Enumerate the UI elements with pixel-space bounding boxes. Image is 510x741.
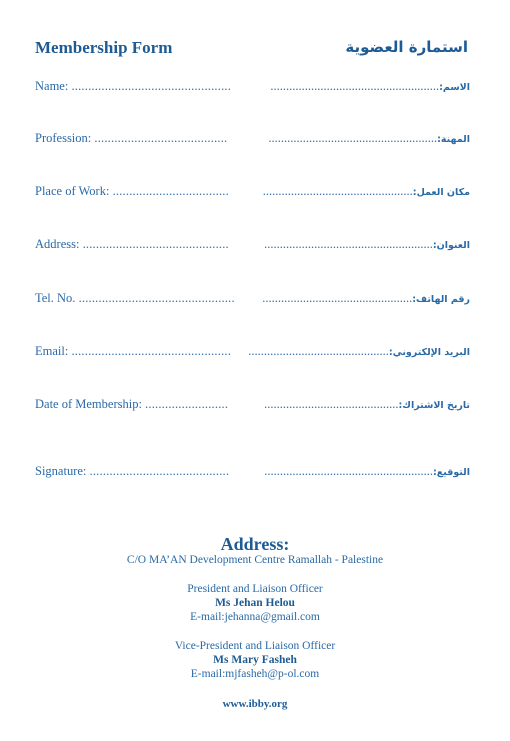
field-signature-ar[interactable] — [264, 464, 470, 479]
address-heading: Address: — [220, 534, 290, 554]
field-email-ar[interactable] — [248, 344, 470, 359]
field-label: المهنة: — [437, 134, 470, 145]
vp-email[interactable]: E-mail:mjfasheh@p-ol.com — [190, 668, 320, 680]
vp-name: Ms Mary Fasheh — [213, 654, 297, 666]
form-title-ar: استمارة العضوية — [345, 38, 468, 56]
field-blank: ........................................ — [94, 131, 228, 145]
field-place-of-work-ar[interactable] — [263, 184, 470, 199]
field-label: البريد الإلكتروني: — [388, 347, 470, 358]
field-address-ar[interactable] — [264, 237, 470, 252]
field-row-email — [0, 344, 510, 364]
field-label: العنوان: — [432, 240, 470, 251]
field-blank: ........................................... — [264, 397, 399, 411]
field-blank: ...................................................... — [264, 464, 433, 478]
field-label: مكان العمل: — [412, 187, 470, 198]
field-blank: ......................... — [145, 397, 229, 411]
field-date-of-membership-en[interactable] — [35, 397, 228, 412]
field-address-en[interactable] — [35, 237, 229, 252]
field-blank: ................................................ — [262, 291, 413, 305]
field-row-name — [0, 79, 510, 99]
field-row-signature — [0, 464, 510, 484]
field-tel-ar[interactable] — [262, 291, 470, 306]
field-blank: ................................................ — [71, 79, 232, 93]
president-role: President and Liaison Officer — [187, 583, 323, 595]
field-email-en[interactable] — [35, 344, 231, 359]
field-label: Address: — [35, 237, 80, 251]
field-row-profession — [0, 131, 510, 151]
field-blank: ................................................ — [262, 184, 413, 198]
field-blank: ................................... — [112, 184, 229, 198]
field-blank: ...................................................... — [268, 131, 438, 145]
field-name-ar[interactable] — [270, 79, 470, 94]
field-profession-en[interactable] — [35, 131, 227, 146]
field-blank: ............................................. — [248, 344, 389, 358]
field-label: Tel. No. — [35, 291, 76, 305]
field-date-of-membership-ar[interactable] — [264, 397, 470, 412]
field-label: Place of Work: — [35, 184, 110, 198]
field-label: الاسم: — [439, 82, 470, 93]
field-label: Name: — [35, 79, 69, 93]
president-email[interactable]: E-mail:jehanna@gmail.com — [190, 611, 320, 623]
field-row-place-of-work — [0, 184, 510, 204]
address-line: C/O MA’AN Development Centre Ramallah - Palestine — [126, 554, 384, 566]
field-blank: ...................................................... — [270, 79, 440, 93]
field-row-date-of-membership — [0, 397, 510, 417]
field-tel-en[interactable] — [35, 291, 235, 306]
form-title-en: Membership Form — [35, 38, 173, 57]
vp-role: Vice-President and Liaison Officer — [174, 640, 336, 652]
president-name: Ms Jehan Helou — [215, 597, 295, 609]
field-blank: ............................................... — [78, 291, 235, 305]
field-label: رقم الهاتف: — [412, 294, 470, 305]
field-label: Date of Membership: — [35, 397, 142, 411]
field-label: التوقيع: — [432, 467, 470, 478]
field-profession-ar[interactable] — [268, 131, 470, 146]
field-row-address — [0, 237, 510, 257]
field-label: Profession: — [35, 131, 92, 145]
field-label: Email: — [35, 344, 69, 358]
website-link[interactable]: www.ibby.org — [222, 698, 288, 710]
field-blank: ............................................ — [82, 237, 229, 251]
field-row-tel — [0, 291, 510, 311]
field-blank: ...................................................... — [264, 237, 433, 251]
field-label: تاريخ الاشتراك: — [398, 400, 470, 411]
field-name-en[interactable] — [35, 79, 231, 94]
field-signature-en[interactable] — [35, 464, 229, 479]
field-blank: .......................................... — [89, 464, 230, 478]
field-blank: ................................................ — [71, 344, 232, 358]
field-label: Signature: — [35, 464, 87, 478]
field-place-of-work-en[interactable] — [35, 184, 229, 199]
